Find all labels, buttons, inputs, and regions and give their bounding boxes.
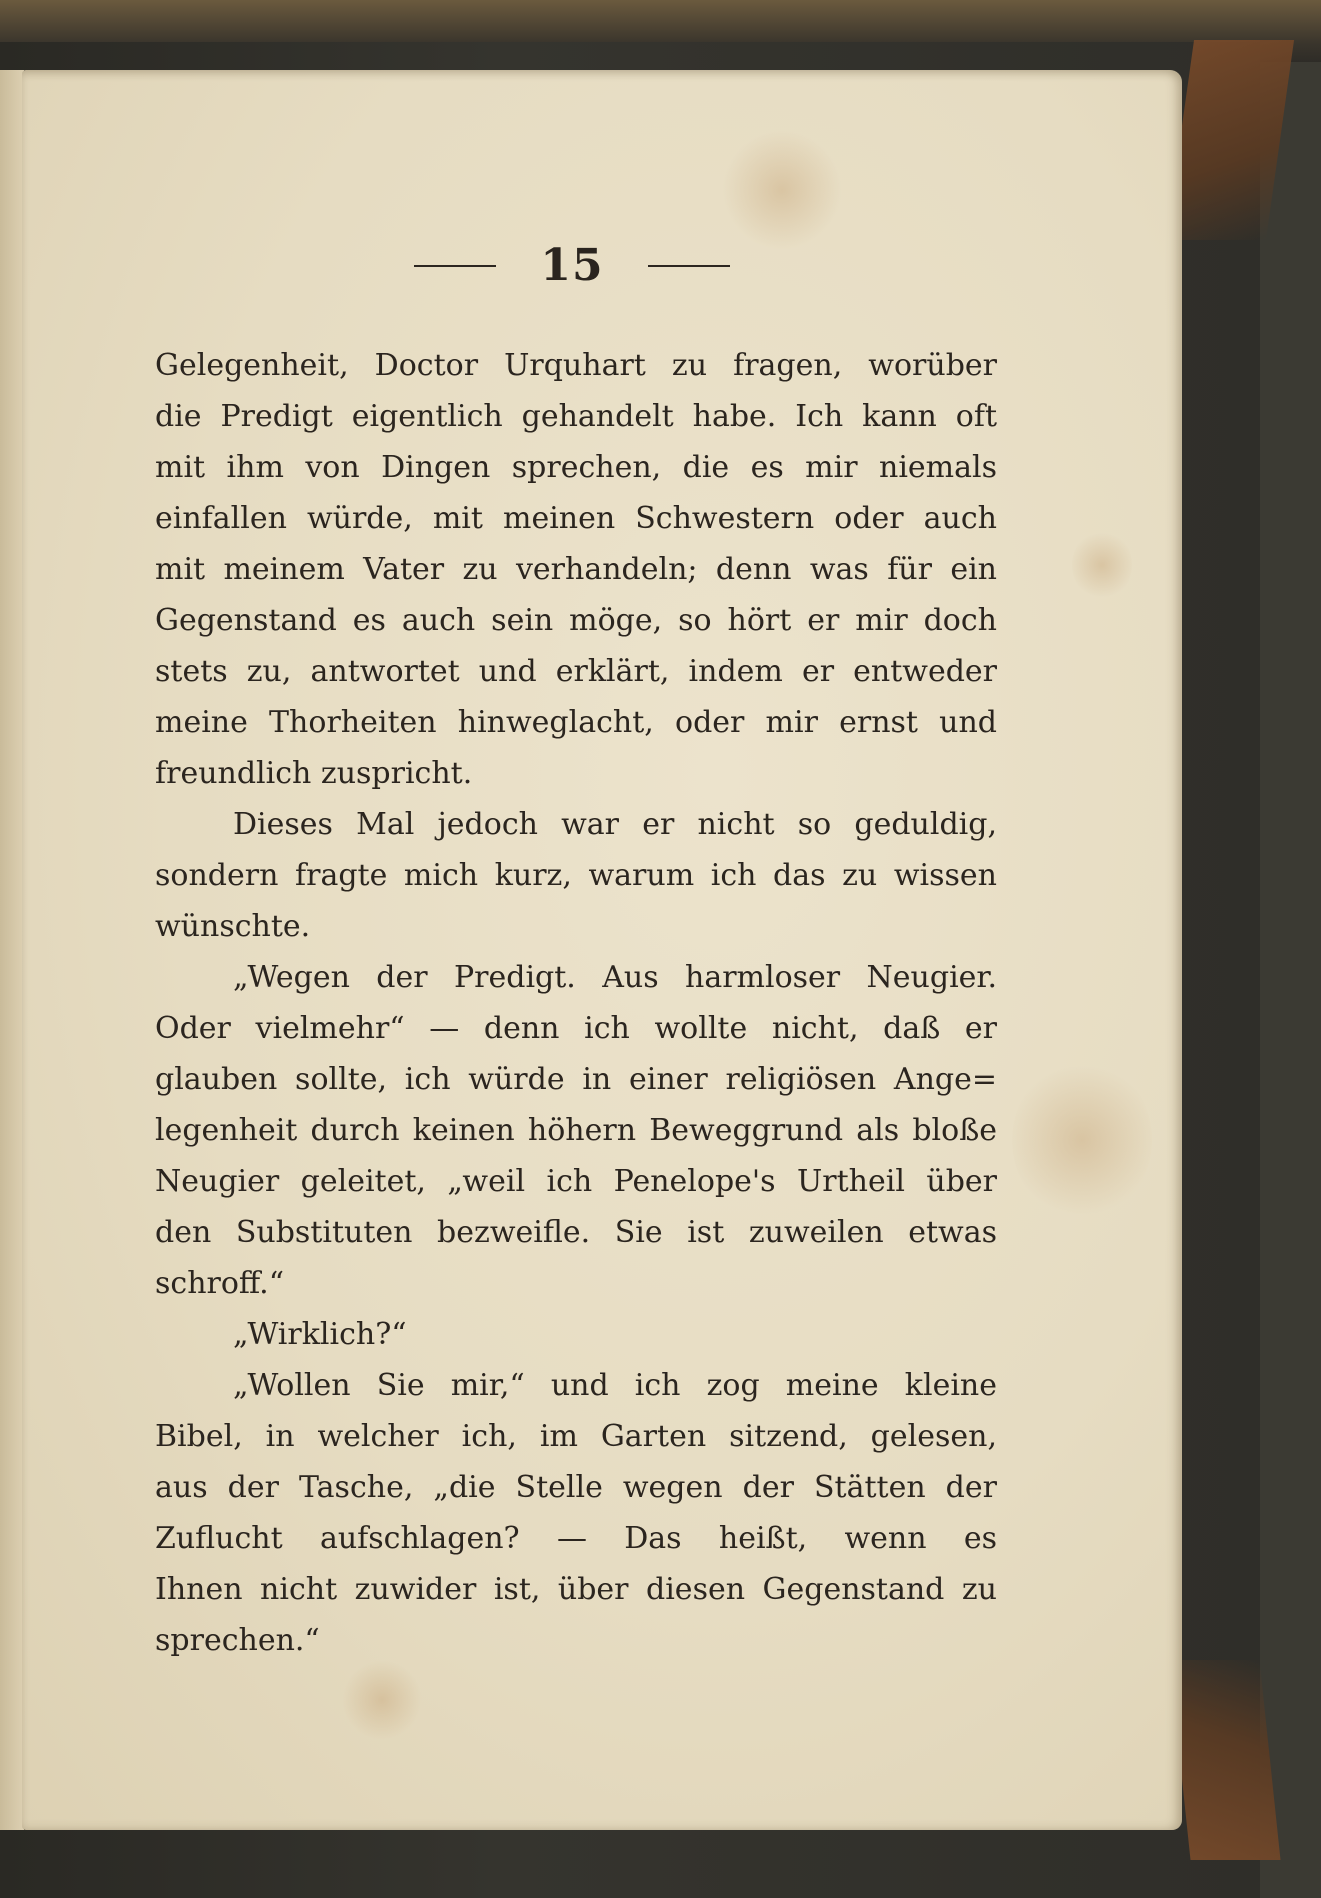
text-line: sprechen.“ (155, 1623, 320, 1658)
text-line: Dieses Mal jedoch war er nicht so geduldig, (233, 807, 997, 842)
header-rule-right (648, 265, 730, 267)
text-line: einfallen würde, mit meinen Schwestern oder auch (155, 501, 997, 536)
page-stain (342, 1660, 422, 1740)
text-line: „Wegen der Predigt. Aus harmloser Neugier. (233, 960, 997, 995)
text-line: Neugier geleitet, „weil ich Penelope's Urtheil über (155, 1164, 997, 1199)
text-line: Gegenstand es auch sein möge, so hört er mir doch (155, 603, 997, 638)
page-body-text (155, 340, 997, 1666)
text-line: Gelegenheit, Doctor Urquhart zu fragen, worüber (155, 348, 997, 383)
text-line: „Wirklich?“ (233, 1317, 407, 1352)
text-line: schroff.“ (155, 1266, 285, 1301)
page-edge (0, 70, 24, 1830)
text-line: stets zu, antwortet und erklärt, indem er entweder (155, 654, 997, 689)
text-line: wünschte. (155, 909, 311, 944)
text-line: legenheit durch keinen höhern Beweggrund als bloße (155, 1113, 997, 1148)
text-line: den Substituten bezweifle. Sie ist zuweilen etwas (155, 1215, 997, 1250)
text-line: mit meinem Vater zu verhandeln; denn was für ein (155, 552, 997, 587)
text-line: Ihnen nicht zuwider ist, über diesen Gegenstand zu (155, 1572, 997, 1607)
book-page (22, 70, 1182, 1830)
page-header (22, 240, 1122, 291)
text-line: freundlich zuspricht. (155, 756, 473, 791)
text-line: aus der Tasche, „die Stelle wegen der Stätten der (155, 1470, 997, 1505)
text-line: Bibel, in welcher ich, im Garten sitzend, gelesen, (155, 1419, 997, 1454)
text-line: Oder vielmehr“ — denn ich wollte nicht, daß er (155, 1011, 997, 1046)
page-number: 15 (540, 240, 604, 291)
text-line: sondern fragte mich kurz, warum ich das zu wissen (155, 858, 997, 893)
header-rule-left (414, 265, 496, 267)
text-line: mit ihm von Dingen sprechen, die es mir niemals (155, 450, 997, 485)
text-line: die Predigt eigentlich gehandelt habe. Ich kann oft (155, 399, 997, 434)
text-line: „Wollen Sie mir,“ und ich zog meine kleine (233, 1368, 997, 1403)
text-line: Zuflucht aufschlagen? — Das heißt, wenn es (155, 1521, 997, 1556)
text-line: glauben sollte, ich würde in einer religiösen Ange= (155, 1062, 997, 1097)
page-stain (1012, 1060, 1152, 1220)
page-stain (722, 130, 842, 250)
text-line: meine Thorheiten hinweglacht, oder mir ernst und (155, 705, 997, 740)
page-stain (1072, 530, 1132, 600)
